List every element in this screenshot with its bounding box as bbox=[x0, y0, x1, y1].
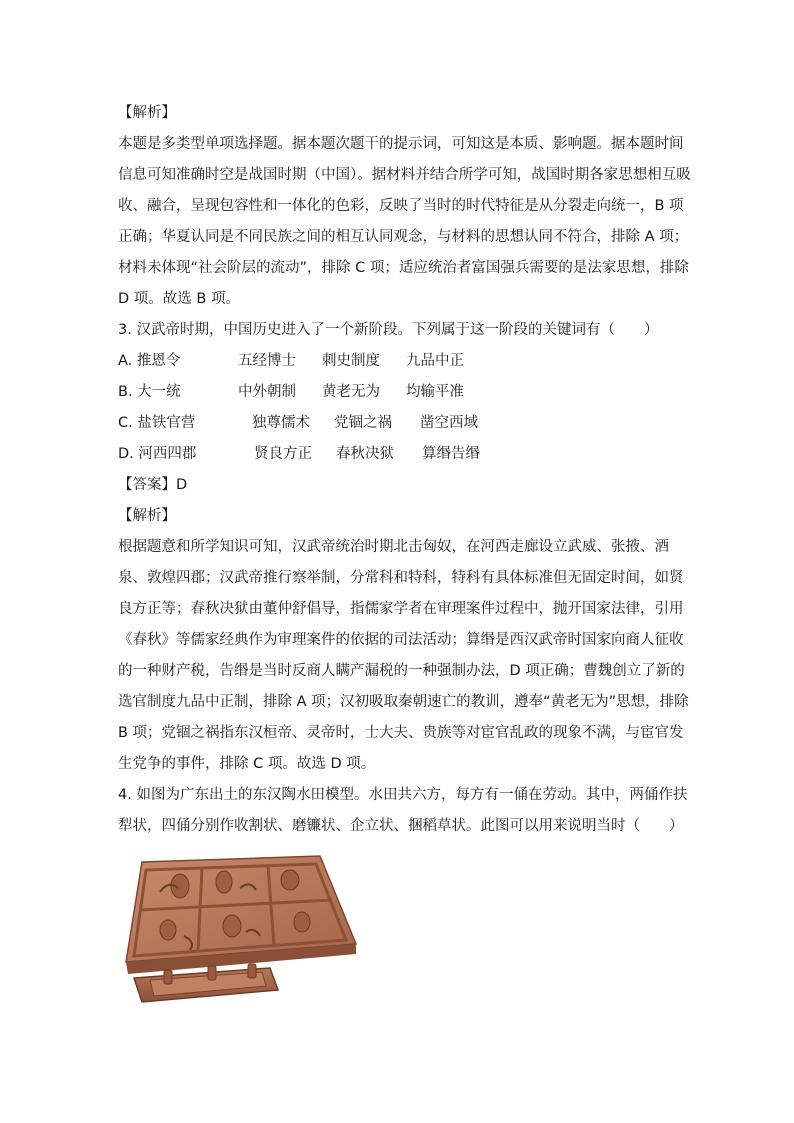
option-d-term-2: 贤良方正 bbox=[254, 446, 312, 462]
option-c-term-1: C. 盐铁官营 bbox=[118, 415, 196, 431]
option-b bbox=[118, 377, 678, 408]
analysis-line: 良方正等；春秋决狱由董仲舒倡导，指儒家学者在审理案件过程中，抛开国家法律，引用 bbox=[118, 601, 684, 617]
option-a-term-3: 刺史制度 bbox=[322, 353, 380, 369]
analysis-line: 《春秋》等儒家经典作为审理案件的依据的司法活动；算缗是西汉武帝时国家向商人征收 bbox=[118, 632, 684, 648]
question-3-stem: 3. 汉武帝时期，中国历史进入了一个新阶段。下列属于这一阶段的关键词有（ ） bbox=[118, 322, 659, 338]
option-d bbox=[118, 439, 678, 470]
pottery-paddy-field-model-image bbox=[120, 852, 360, 1007]
analysis-line: 选官制度九品中正制，排除 A 项；汉初吸取秦朝速亡的教训，遵奉“黄老无为”思想，排除 bbox=[118, 694, 689, 710]
analysis-heading: 【解析】 bbox=[118, 105, 176, 121]
option-c-term-4: 凿空西域 bbox=[420, 415, 478, 431]
analysis-line: 收、融合，呈现包容性和一体化的色彩，反映了当时的时代特征是从分裂走向统一，B 项 bbox=[118, 198, 684, 214]
option-c-term-3: 党锢之祸 bbox=[334, 415, 392, 431]
analysis-line: 的一种财产税，告缗是当时反商人瞒产漏税的一种强制办法，D 项正确；曹魏创立了新的 bbox=[118, 663, 685, 679]
analysis-line: 泉、敦煌四郡；汉武帝推行察举制，分常科和特科，特科有具体标准但无固定时间，如贤 bbox=[118, 570, 684, 586]
analysis-line: 信息可知准确时空是战国时期（中国）。据材料并结合所学可知，战国时期各家思想相互吸 bbox=[118, 167, 691, 183]
option-b-term-4: 均输平准 bbox=[406, 384, 464, 400]
option-a-term-2: 五经博士 bbox=[238, 353, 296, 369]
option-b-term-2: 中外朝制 bbox=[238, 384, 296, 400]
option-c bbox=[118, 408, 678, 439]
analysis-line: D 项。故选 B 项。 bbox=[118, 291, 240, 307]
analysis-line: 根据题意和所学知识可知，汉武帝统治时期北击匈奴，在河西走廊设立武威、张掖、酒 bbox=[118, 539, 669, 555]
analysis-heading: 【解析】 bbox=[118, 508, 176, 524]
option-b-term-1: B. 大一统 bbox=[118, 384, 181, 400]
answer-line: 【答案】D bbox=[118, 477, 188, 493]
option-d-term-4: 算缗告缗 bbox=[422, 446, 480, 462]
analysis-line: 生党争的事件，排除 C 项。故选 D 项。 bbox=[118, 756, 376, 772]
analysis-line: 材料未体现“社会阶层的流动”，排除 C 项；适应统治者富国强兵需要的是法家思想，排除 bbox=[118, 260, 689, 276]
question-4-stem: 4. 如图为广东出土的东汉陶水田模型。水田共六方，每方有一俑在劳动。其中，两俑作扶 bbox=[118, 787, 688, 803]
analysis-line: 本题是多类型单项选择题。据本题次题干的提示词，可知这是本质、影响题。据本题时间 bbox=[118, 136, 684, 152]
option-a-term-4: 九品中正 bbox=[406, 353, 464, 369]
option-c-term-2: 独尊儒术 bbox=[252, 415, 310, 431]
option-d-term-3: 春秋决狱 bbox=[336, 446, 394, 462]
option-d-term-1: D. 河西四郡 bbox=[118, 446, 197, 462]
option-a bbox=[118, 346, 678, 377]
option-a-term-1: A. 推恩令 bbox=[118, 353, 181, 369]
analysis-line: 正确；华夏认同是不同民族之间的相互认同观念，与材料的思想认同不符合，排除 A 项； bbox=[118, 229, 689, 245]
document-content bbox=[118, 98, 691, 842]
option-b-term-3: 黄老无为 bbox=[322, 384, 380, 400]
question-4-stem: 犁状，四俑分别作收割状、磨镰状、企立状、捆稻草状。此图可以用来说明当时（ ） bbox=[118, 818, 684, 834]
analysis-line: B 项；党锢之祸指东汉桓帝、灵帝时，士大夫、贵族等对宦官乱政的现象不满，与宦官发 bbox=[118, 725, 684, 741]
